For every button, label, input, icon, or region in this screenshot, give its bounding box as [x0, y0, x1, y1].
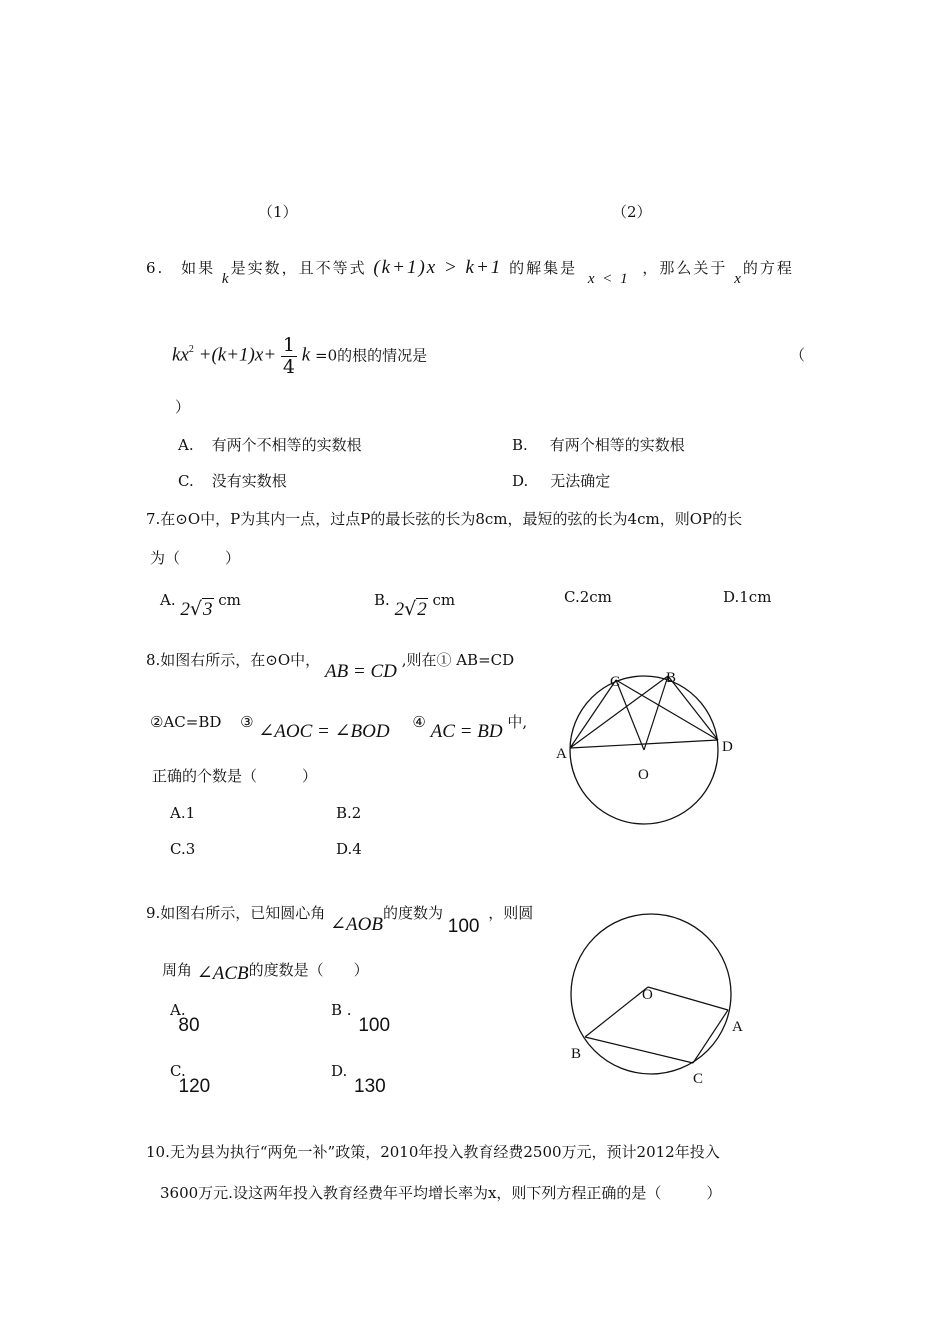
q8-angle-equality: ∠AOC = ∠BOD — [258, 721, 390, 742]
figure-2-caption: （2） — [612, 203, 652, 221]
q6-inequality: (k+1)x > k+1 — [373, 257, 503, 278]
q7-option-b[interactable]: B. 2√2 cm — [374, 591, 456, 620]
q6-text3: 的解集是 — [509, 259, 578, 277]
q6-eq-d: =0的根的情况是 — [315, 346, 428, 365]
q8-circle-figure — [550, 660, 770, 860]
q6-eq-b: +(k+1)x+ — [198, 344, 277, 366]
q8-label-o: O — [638, 767, 649, 783]
q8-label-a: A — [556, 746, 567, 762]
q8-label-d: D — [722, 739, 733, 755]
q7-option-c[interactable]: C.2cm — [564, 588, 612, 606]
q8-option-d[interactable]: D.4 — [336, 840, 362, 858]
q10-line1: 10.无为县为执行“两免一补”政策，2010年投入教育经费2500万元，预计2012年投入 — [146, 1143, 720, 1161]
q6-eq-c: k — [301, 344, 311, 366]
q9-label-a: A — [732, 1019, 743, 1035]
q6-eq-sup: 2 — [188, 344, 194, 356]
q7-option-d[interactable]: D.1cm — [723, 588, 772, 606]
q8-label-c: C — [610, 674, 621, 690]
q9-line-ca — [693, 1010, 728, 1063]
q6-eq-a: kx — [172, 344, 189, 366]
q6-solution: x < 1 — [587, 271, 630, 287]
q8-line-ac — [570, 680, 616, 748]
q8-line2: ②AC=BD ③ ∠AOC = ∠BOD ④ AC = BD 中, — [150, 713, 528, 742]
q8-arc-equality-2: AC = BD — [430, 721, 503, 742]
figure-1-caption: （1） — [258, 203, 298, 221]
q8-option-a[interactable]: A.1 — [170, 804, 196, 822]
q8-line1: 8.如图右所示，在⊙O中， AB = CD ,则在① AB=CD — [146, 651, 515, 682]
q6-paren-open: （ — [790, 346, 806, 364]
q9-option-b[interactable]: B . 100 — [331, 1001, 391, 1036]
q6-text1: 如果 — [181, 259, 216, 277]
q6-line1 — [146, 257, 794, 287]
q9-angle-aob: ∠AOB — [330, 914, 383, 935]
q9-option-d[interactable]: D. 130 — [331, 1062, 386, 1097]
q9-line2: 周角 ∠ACB的度数是（ ） — [162, 961, 369, 984]
q6-frac-den: 4 — [282, 355, 296, 378]
q8-line-oc — [616, 680, 644, 750]
q8-option-c[interactable]: C.3 — [170, 840, 196, 858]
q8-line-ob — [644, 676, 668, 750]
q9-line-oa — [648, 987, 728, 1010]
q8-label-b: B — [666, 670, 677, 686]
q9-option-a[interactable]: A. 80 — [170, 1001, 200, 1036]
q6-frac-num: 1 — [282, 334, 296, 356]
q6-text4: ，那么关于 — [642, 259, 728, 277]
q8-line3: 正确的个数是（ ） — [152, 767, 318, 785]
q9-label-b: B — [571, 1046, 582, 1062]
q6-fraction — [281, 335, 297, 378]
q9-line-bc — [585, 1037, 693, 1063]
q9-circle-figure — [555, 900, 775, 1100]
q7-line2: 为（ ） — [150, 549, 241, 567]
q8-arc-equality: AB = CD — [324, 661, 397, 682]
q6-text5: 的方程 — [742, 259, 794, 277]
q6-var-x: x — [734, 271, 743, 287]
q9-angle-acb: ∠ACB — [196, 963, 249, 984]
q9-label-c: C — [693, 1071, 704, 1087]
q9-line1: 9.如图右所示，已知圆心角 ∠AOB的度数为 100 ，则圆 — [146, 904, 534, 937]
q6-option-a[interactable]: A. 有两个不相等的实数根 — [178, 436, 362, 454]
q10-line2: 3600万元.设这两年投入教育经费年平均增长率为x，则下列方程正确的是（ ） — [160, 1184, 722, 1202]
q6-paren-close: ） — [175, 398, 191, 416]
q8-chord-ad — [570, 740, 718, 748]
q9-label-o: O — [642, 987, 653, 1003]
q6-option-c[interactable]: C. 没有实数根 — [178, 472, 287, 490]
q6-equation — [172, 335, 427, 378]
q7-option-a[interactable]: A. 2√3 cm — [160, 591, 241, 620]
q6-option-d[interactable]: D. 无法确定 — [512, 472, 611, 490]
q9-degree: 100 — [447, 916, 480, 937]
q6-var-k: k — [221, 271, 231, 287]
q6-option-b[interactable]: B. 有两个相等的实数根 — [512, 436, 685, 454]
q8-option-b[interactable]: B.2 — [336, 804, 362, 822]
q9-option-c[interactable]: C. 120 — [170, 1062, 211, 1097]
q8-line-cd — [616, 680, 718, 740]
q7-line1: 7.在⊙O中，P为其内一点，过点P的最长弦的长为8cm，最短的弦的长为4cm，则OP的长 — [146, 510, 743, 528]
q6-number: 6. — [146, 259, 165, 277]
q9-line-ob — [585, 987, 648, 1037]
q6-text2: 是实数，且不等式 — [230, 259, 367, 277]
